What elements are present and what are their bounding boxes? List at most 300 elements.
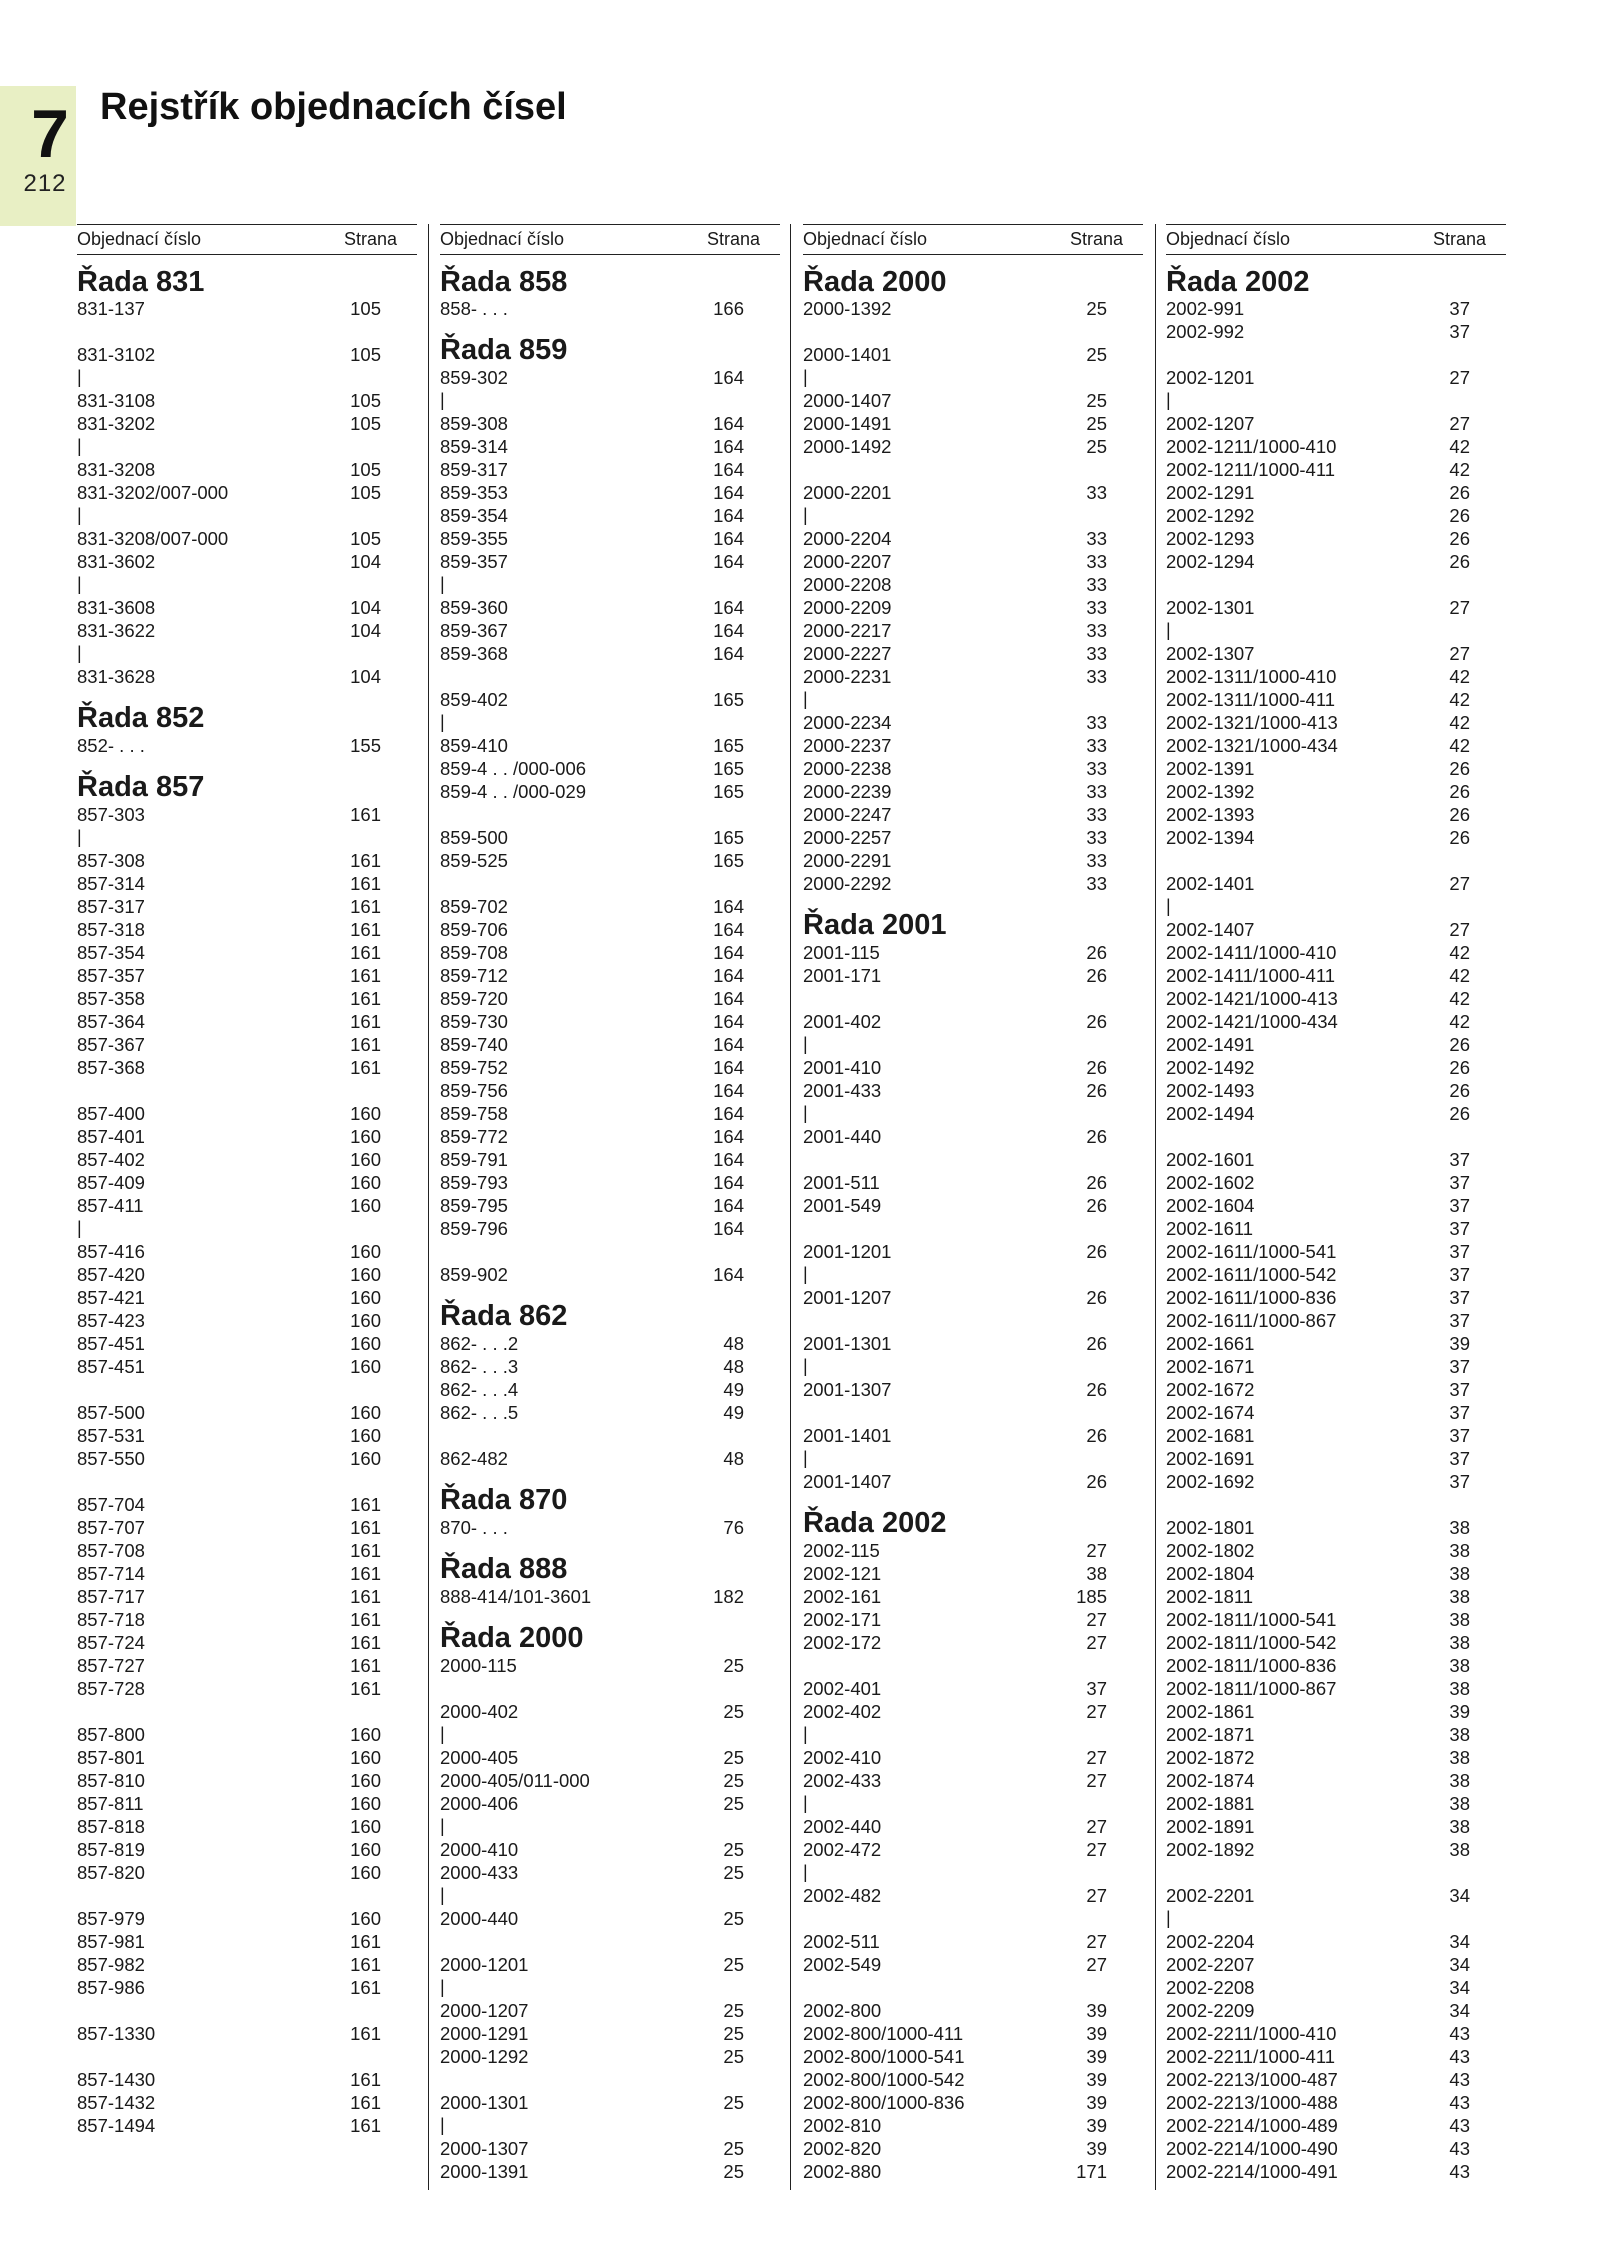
header-page: Strana xyxy=(1069,229,1123,249)
page-ref: 38 xyxy=(1449,1816,1470,1837)
order-number: | xyxy=(803,1034,808,1054)
index-entry xyxy=(77,1861,417,1884)
page-ref: 38 xyxy=(1449,1678,1470,1699)
index-entry xyxy=(1166,757,1506,780)
page-ref: 25 xyxy=(1086,413,1107,434)
range-marker-row xyxy=(77,366,417,389)
page-ref: 39 xyxy=(1086,2046,1107,2067)
order-number: 859-708 xyxy=(440,942,508,963)
page-ref: 33 xyxy=(1086,827,1107,848)
page-ref: 33 xyxy=(1086,551,1107,572)
range-marker-row xyxy=(77,1217,417,1240)
order-number: 2002-1411/1000-410 xyxy=(1166,942,1337,963)
index-entry xyxy=(440,596,780,619)
spacer-row xyxy=(77,1079,417,1102)
index-entry xyxy=(1166,1700,1506,1723)
index-entry xyxy=(803,1608,1143,1631)
index-entry xyxy=(1166,1240,1506,1263)
order-number: 831-3202 xyxy=(77,413,156,434)
order-number: 2002-1492 xyxy=(1166,1057,1255,1078)
index-entry xyxy=(440,1585,780,1608)
order-number: 857-708 xyxy=(77,1540,145,1561)
order-number: 859-355 xyxy=(440,528,508,549)
order-number: | xyxy=(440,1724,445,1744)
page-ref: 26 xyxy=(1449,827,1470,848)
range-marker-row xyxy=(440,711,780,734)
index-column-4 xyxy=(1166,224,1506,2183)
index-entry xyxy=(77,550,417,573)
spacer-row xyxy=(440,1424,780,1447)
order-number: 2002-172 xyxy=(803,1632,882,1653)
order-number: 857-810 xyxy=(77,1770,145,1791)
range-marker-row xyxy=(803,1447,1143,1470)
order-number: 857-416 xyxy=(77,1241,145,1262)
spacer-row xyxy=(440,1240,780,1263)
index-entry xyxy=(803,2114,1143,2137)
order-number: 857-1430 xyxy=(77,2069,156,2090)
page-ref: 164 xyxy=(713,436,744,457)
order-number: 2002-2214/1000-489 xyxy=(1166,2115,1338,2136)
page-ref: 160 xyxy=(350,1195,381,1216)
order-number: | xyxy=(440,390,445,410)
index-entry xyxy=(77,1148,417,1171)
index-entry xyxy=(1166,642,1506,665)
page-ref: 33 xyxy=(1086,850,1107,871)
index-entry xyxy=(1166,1194,1506,1217)
order-number: 857-818 xyxy=(77,1816,145,1837)
series-heading: Řada 2001 xyxy=(803,909,947,941)
page-ref: 161 xyxy=(350,2023,381,2044)
order-number: 859-317 xyxy=(440,459,508,480)
order-number: 859-791 xyxy=(440,1149,508,1170)
page-ref: 164 xyxy=(713,367,744,388)
page-ref: 164 xyxy=(713,1149,744,1170)
series-heading: Řada 888 xyxy=(440,1553,568,1585)
page-ref: 26 xyxy=(1086,1287,1107,1308)
order-number: 862- . . .5 xyxy=(440,1402,519,1423)
order-number: 831-3102 xyxy=(77,344,156,365)
order-number: | xyxy=(77,827,82,847)
order-number: 2002-1601 xyxy=(1166,1149,1255,1170)
order-number: 2000-115 xyxy=(440,1655,517,1676)
order-number: 2002-1292 xyxy=(1166,505,1255,526)
order-number: 2000-1391 xyxy=(440,2161,529,2182)
page-ref: 34 xyxy=(1449,1954,1470,1975)
index-entry xyxy=(77,1240,417,1263)
order-number: 870- . . . xyxy=(440,1517,508,1538)
page-ref: 38 xyxy=(1449,1517,1470,1538)
index-entry xyxy=(77,849,417,872)
order-number: 857-364 xyxy=(77,1011,145,1032)
index-entry xyxy=(77,412,417,435)
index-entry xyxy=(803,642,1143,665)
index-entry xyxy=(803,803,1143,826)
page-ref: 160 xyxy=(350,1356,381,1377)
index-entry xyxy=(1166,964,1506,987)
index-entry xyxy=(440,895,780,918)
index-entry xyxy=(803,1332,1143,1355)
range-marker-row xyxy=(440,1976,780,1999)
column-header xyxy=(1166,224,1506,255)
page-ref: 34 xyxy=(1449,1931,1470,1952)
index-entry xyxy=(440,2160,780,2183)
page-ref: 76 xyxy=(723,1517,744,1538)
page-ref: 39 xyxy=(1086,2115,1107,2136)
order-number: 859-712 xyxy=(440,965,508,986)
index-entry xyxy=(440,1861,780,1884)
series-heading: Řada 831 xyxy=(77,266,205,298)
order-number: 831-3628 xyxy=(77,666,156,687)
index-entry xyxy=(440,481,780,504)
page-ref: 164 xyxy=(713,1172,744,1193)
order-number: 859-308 xyxy=(440,413,508,434)
index-entry xyxy=(803,435,1143,458)
order-number: 857-317 xyxy=(77,896,145,917)
range-marker-row xyxy=(803,1102,1143,1125)
page-ref: 33 xyxy=(1086,735,1107,756)
index-entry xyxy=(440,1838,780,1861)
page-ref: 104 xyxy=(350,666,381,687)
index-entry xyxy=(440,1999,780,2022)
index-entry xyxy=(1166,1447,1506,1470)
page-ref: 104 xyxy=(350,597,381,618)
order-number: 859-752 xyxy=(440,1057,508,1078)
page-ref: 42 xyxy=(1449,712,1470,733)
order-number: 2002-800/1000-542 xyxy=(803,2069,965,2090)
index-entry xyxy=(1166,1079,1506,1102)
order-number: 859-793 xyxy=(440,1172,508,1193)
order-number: 2001-410 xyxy=(803,1057,882,1078)
order-number: 2002-1211/1000-411 xyxy=(1166,459,1336,480)
index-entry xyxy=(803,964,1143,987)
index-entry xyxy=(440,619,780,642)
index-entry xyxy=(803,849,1143,872)
index-entry xyxy=(1166,1631,1506,1654)
index-entry xyxy=(1166,803,1506,826)
index-entry xyxy=(440,1332,780,1355)
header-order-number: Objednací číslo xyxy=(440,229,565,249)
index-entry xyxy=(440,1401,780,1424)
page-ref: 160 xyxy=(350,1287,381,1308)
index-entry xyxy=(77,941,417,964)
index-entry xyxy=(77,987,417,1010)
page-ref: 26 xyxy=(1449,528,1470,549)
page-ref: 38 xyxy=(1449,1655,1470,1676)
index-entry xyxy=(77,734,417,757)
page-ref: 160 xyxy=(350,1747,381,1768)
page-ref: 164 xyxy=(713,919,744,940)
order-number: 2002-992 xyxy=(1166,321,1245,342)
order-number: 857-986 xyxy=(77,1977,145,1998)
page-ref: 37 xyxy=(1449,1172,1470,1193)
index-entry xyxy=(440,1171,780,1194)
page-ref: 161 xyxy=(350,850,381,871)
order-number: 2002-1207 xyxy=(1166,413,1255,434)
order-number: 859-368 xyxy=(440,643,508,664)
order-number: 2002-800/1000-541 xyxy=(803,2046,965,2067)
order-number: 2002-800/1000-411 xyxy=(803,2023,964,2044)
column-rows xyxy=(440,255,780,2183)
order-number: 858- . . . xyxy=(440,298,508,319)
order-number: 857-707 xyxy=(77,1517,145,1538)
column-rows xyxy=(77,255,417,2137)
index-entry xyxy=(1166,826,1506,849)
order-number: 862- . . .4 xyxy=(440,1379,519,1400)
index-entry xyxy=(803,481,1143,504)
page-ref: 27 xyxy=(1086,1931,1107,1952)
index-entry xyxy=(803,1010,1143,1033)
page-ref: 164 xyxy=(713,988,744,1009)
order-number: 857-727 xyxy=(77,1655,145,1676)
order-number: 2000-1307 xyxy=(440,2138,529,2159)
page-ref: 27 xyxy=(1086,1632,1107,1653)
page-ref: 164 xyxy=(713,1103,744,1124)
index-entry xyxy=(77,1033,417,1056)
page-ref: 33 xyxy=(1086,597,1107,618)
range-marker-row xyxy=(440,573,780,596)
spacer-row xyxy=(1166,343,1506,366)
page-ref: 160 xyxy=(350,1172,381,1193)
order-number: 2002-1881 xyxy=(1166,1793,1255,1814)
index-entry xyxy=(1166,780,1506,803)
order-number: 2000-1492 xyxy=(803,436,892,457)
index-entry xyxy=(1166,872,1506,895)
index-entry xyxy=(77,1723,417,1746)
index-entry xyxy=(440,1033,780,1056)
index-entry xyxy=(1166,412,1506,435)
index-entry xyxy=(77,1792,417,1815)
page-ref: 25 xyxy=(1086,344,1107,365)
order-number: | xyxy=(77,574,82,594)
page-ref: 25 xyxy=(723,1793,744,1814)
index-entry xyxy=(440,987,780,1010)
page-ref: 37 xyxy=(1449,321,1470,342)
page-ref: 27 xyxy=(1449,643,1470,664)
order-number: 857-318 xyxy=(77,919,145,940)
index-entry xyxy=(1166,596,1506,619)
order-number: 859-367 xyxy=(440,620,508,641)
order-number: 2000-1407 xyxy=(803,390,892,411)
page-ref: 164 xyxy=(713,620,744,641)
range-marker-row xyxy=(803,1723,1143,1746)
order-number: 2002-1291 xyxy=(1166,482,1255,503)
order-number: 2002-1407 xyxy=(1166,919,1255,940)
page-ref: 160 xyxy=(350,1310,381,1331)
index-entry xyxy=(440,366,780,389)
order-number: 2000-2292 xyxy=(803,873,892,894)
page-ref: 161 xyxy=(350,2092,381,2113)
order-number: 857-979 xyxy=(77,1908,145,1929)
order-number: 859-302 xyxy=(440,367,508,388)
page-ref: 37 xyxy=(1086,1678,1107,1699)
page-ref: 161 xyxy=(350,896,381,917)
index-entry xyxy=(803,2022,1143,2045)
order-number: 2002-810 xyxy=(803,2115,882,2136)
order-number: 2000-2238 xyxy=(803,758,892,779)
index-entry xyxy=(77,1355,417,1378)
header-order-number: Objednací číslo xyxy=(77,229,202,249)
order-number: 859-410 xyxy=(440,735,508,756)
order-number: 862- . . .3 xyxy=(440,1356,519,1377)
index-entry xyxy=(77,1631,417,1654)
order-number: 857-368 xyxy=(77,1057,145,1078)
order-number: 2000-2237 xyxy=(803,735,892,756)
order-number: 857-820 xyxy=(77,1862,145,1883)
order-number: 2002-1871 xyxy=(1166,1724,1255,1745)
index-entry xyxy=(440,1378,780,1401)
page-ref: 161 xyxy=(350,1609,381,1630)
index-entry xyxy=(1166,1608,1506,1631)
order-number: 2002-1211/1000-410 xyxy=(1166,436,1337,457)
order-number: 2000-405/011-000 xyxy=(440,1770,590,1791)
order-number: 2002-2214/1000-490 xyxy=(1166,2138,1338,2159)
index-entry xyxy=(803,2137,1143,2160)
page-ref: 160 xyxy=(350,1816,381,1837)
page-ref: 42 xyxy=(1449,735,1470,756)
order-number: 857-728 xyxy=(77,1678,145,1699)
index-entry xyxy=(803,1056,1143,1079)
order-number: 2002-1804 xyxy=(1166,1563,1255,1584)
order-number: 2002-1691 xyxy=(1166,1448,1255,1469)
page-ref: 161 xyxy=(350,1011,381,1032)
order-number: 857-724 xyxy=(77,1632,145,1653)
order-number: 859-795 xyxy=(440,1195,508,1216)
index-entry xyxy=(440,1792,780,1815)
page-ref: 25 xyxy=(723,1770,744,1791)
order-number: 2002-1311/1000-411 xyxy=(1166,689,1336,710)
order-number: 857-409 xyxy=(77,1172,145,1193)
order-number: 2002-1611 xyxy=(1166,1218,1254,1239)
series-heading: Řada 852 xyxy=(77,702,205,734)
page-ref: 38 xyxy=(1449,1609,1470,1630)
index-entry xyxy=(440,1079,780,1102)
order-number: 2002-1811/1000-836 xyxy=(1166,1655,1337,1676)
order-number: 2002-1411/1000-411 xyxy=(1166,965,1336,986)
order-number: 2002-161 xyxy=(803,1586,882,1607)
order-number: 2000-2209 xyxy=(803,597,892,618)
page-ref: 43 xyxy=(1449,2046,1470,2067)
page-ref: 161 xyxy=(350,1494,381,1515)
order-number: 2001-1301 xyxy=(803,1333,892,1354)
index-entry xyxy=(803,1746,1143,1769)
index-entry xyxy=(803,619,1143,642)
order-number: 2002-991 xyxy=(1166,298,1245,319)
header-order-number: Objednací číslo xyxy=(803,229,928,249)
page-ref: 37 xyxy=(1449,1448,1470,1469)
index-entry xyxy=(440,1907,780,1930)
index-entry xyxy=(77,918,417,941)
order-number: 2001-1401 xyxy=(803,1425,892,1446)
order-number: 2002-1661 xyxy=(1166,1333,1255,1354)
page-ref: 37 xyxy=(1449,1356,1470,1377)
index-entry xyxy=(77,1654,417,1677)
page-ref: 161 xyxy=(350,1540,381,1561)
order-number: 2002-1494 xyxy=(1166,1103,1255,1124)
page-ref: 26 xyxy=(1086,942,1107,963)
order-number: | xyxy=(440,1885,445,1905)
page-ref: 34 xyxy=(1449,2000,1470,2021)
page-ref: 26 xyxy=(1086,1241,1107,1262)
order-number: | xyxy=(1166,896,1171,916)
page-ref: 165 xyxy=(713,827,744,848)
page-ref: 161 xyxy=(350,1931,381,1952)
page-ref: 43 xyxy=(1449,2138,1470,2159)
order-number: 2002-2201 xyxy=(1166,1885,1255,1906)
page-ref: 165 xyxy=(713,689,744,710)
series-heading: Řada 2000 xyxy=(440,1622,584,1654)
page-ref: 25 xyxy=(723,2000,744,2021)
order-number: 857-1330 xyxy=(77,2023,156,2044)
index-entry xyxy=(803,780,1143,803)
page-ref: 161 xyxy=(350,965,381,986)
index-entry xyxy=(440,1263,780,1286)
order-number: 857-400 xyxy=(77,1103,145,1124)
page-ref: 43 xyxy=(1449,2023,1470,2044)
range-marker-row xyxy=(803,1355,1143,1378)
order-number: 831-3208 xyxy=(77,459,156,480)
index-entry xyxy=(803,1171,1143,1194)
page-ref: 160 xyxy=(350,1908,381,1929)
page-ref: 27 xyxy=(1449,367,1470,388)
index-entry xyxy=(1166,1148,1506,1171)
range-marker-row xyxy=(803,1263,1143,1286)
page-ref: 161 xyxy=(350,1678,381,1699)
order-number: 2002-1811/1000-867 xyxy=(1166,1678,1337,1699)
order-number: 2002-402 xyxy=(803,1701,882,1722)
order-number: 2000-2234 xyxy=(803,712,892,733)
index-entry xyxy=(440,1447,780,1470)
header-page: Strana xyxy=(706,229,760,249)
page-ref: 161 xyxy=(350,919,381,940)
page-ref: 160 xyxy=(350,1149,381,1170)
page-ref: 26 xyxy=(1086,1126,1107,1147)
spacer-row xyxy=(440,2068,780,2091)
index-entry xyxy=(803,389,1143,412)
page-ref: 26 xyxy=(1086,1011,1107,1032)
index-entry xyxy=(1166,2091,1506,2114)
header-page: Strana xyxy=(1432,229,1486,249)
order-number: 831-3208/007-000 xyxy=(77,528,229,549)
index-entry xyxy=(1166,1585,1506,1608)
page-ref: 105 xyxy=(350,298,381,319)
page-ref: 25 xyxy=(723,1655,744,1676)
spacer-row xyxy=(1166,573,1506,596)
order-number: 859-354 xyxy=(440,505,508,526)
index-entry xyxy=(803,1378,1143,1401)
page-ref: 38 xyxy=(1449,1793,1470,1814)
index-entry xyxy=(440,504,780,527)
order-number: 857-982 xyxy=(77,1954,145,1975)
order-number: 2002-1672 xyxy=(1166,1379,1255,1400)
order-number: 2000-1301 xyxy=(440,2092,529,2113)
index-entry xyxy=(77,1263,417,1286)
order-number: 2001-433 xyxy=(803,1080,882,1101)
order-number: 2002-2214/1000-491 xyxy=(1166,2161,1338,2182)
order-number: 857-451 xyxy=(77,1333,145,1354)
index-entry xyxy=(803,1631,1143,1654)
page-ref: 48 xyxy=(723,1333,744,1354)
page-ref: 37 xyxy=(1449,1241,1470,1262)
index-entry xyxy=(440,1010,780,1033)
index-entry xyxy=(440,734,780,757)
index-entry xyxy=(1166,1815,1506,1838)
order-number: 859-4 . . /000-029 xyxy=(440,781,587,802)
page-ref: 164 xyxy=(713,528,744,549)
order-number: | xyxy=(77,643,82,663)
order-number: 857-500 xyxy=(77,1402,145,1423)
page-ref: 25 xyxy=(723,1839,744,1860)
index-entry xyxy=(440,1102,780,1125)
